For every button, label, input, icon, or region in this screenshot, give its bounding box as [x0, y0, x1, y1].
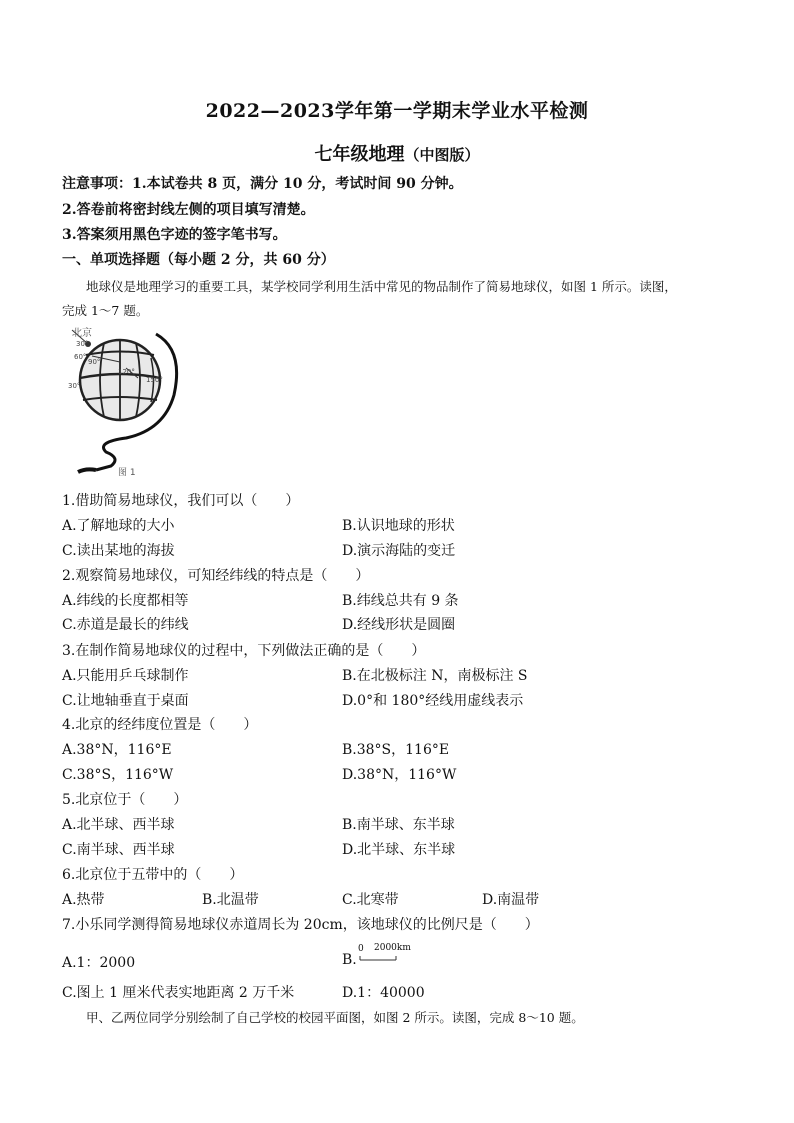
exam-subtitle	[0, 140, 794, 166]
question-4-option-a[interactable]: A.38°N，116°E	[62, 742, 172, 758]
question-3-option-d[interactable]: D.0°和 180°经线用虚线表示	[342, 693, 524, 709]
question-4-option-d[interactable]: D.38°N，116°W	[342, 767, 457, 783]
figure-1-caption: 图 1	[118, 468, 136, 478]
question-7-stem: 7.小乐同学测得简易地球仪赤道周长为 20cm，该地球仪的比例尺是（ ）	[62, 917, 539, 933]
intro-line-1: 地球仪是地理学习的重要工具，某学校同学利用生活中常见的物品制作了简易地球仪，如图 1 所示。读图，	[86, 279, 677, 294]
figure-label-lon-90: 90°	[88, 358, 101, 366]
notes-line-2: 2.答卷前将密封线左侧的项目填写清楚。	[62, 202, 315, 218]
question-2-option-a[interactable]: A.纬线的长度都相等	[62, 593, 189, 609]
figure-label-lon-120: 120°	[118, 368, 135, 376]
question-3-stem: 3.在制作简易地球仪的过程中，下列做法正确的是（ ）	[62, 643, 426, 659]
question-3-option-c[interactable]: C.让地轴垂直于桌面	[62, 693, 189, 709]
question-6-option-c[interactable]: C.北寒带	[342, 892, 399, 908]
question-6-option-b[interactable]: B.北温带	[202, 892, 259, 908]
question-2-option-c[interactable]: C.赤道是最长的纬线	[62, 617, 189, 633]
scale-bar-label: 2000km	[374, 943, 411, 953]
question-1-option-b[interactable]: B.认识地球的形状	[342, 518, 455, 534]
question-5-option-d[interactable]: D.北半球、东半球	[342, 842, 456, 858]
question-7-option-b[interactable]: B.	[342, 952, 357, 968]
subject-name: 七年级地理	[314, 144, 405, 165]
question-1-option-d[interactable]: D.演示海陆的变迁	[342, 543, 456, 559]
question-5-option-b[interactable]: B.南半球、东半球	[342, 817, 455, 833]
question-1-option-a[interactable]: A.了解地球的大小	[62, 518, 175, 534]
question-1-stem: 1.借助简易地球仪，我们可以（ ）	[62, 493, 300, 509]
figure-1-globe	[66, 320, 191, 478]
question-4-option-b[interactable]: B.38°S，116°E	[342, 742, 450, 758]
section-heading: 一、单项选择题（每小题 2 分，共 60 分）	[62, 252, 335, 268]
question-4-option-c[interactable]: C.38°S，116°W	[62, 767, 174, 783]
figure-label-lat-30n: 30°	[76, 340, 89, 348]
question-5-option-c[interactable]: C.南半球、西半球	[62, 842, 175, 858]
question-7-option-a[interactable]: A.1：2000	[62, 955, 136, 971]
scale-bar-zero: 0	[358, 944, 364, 954]
figure-label-lat-30s: 30°	[68, 382, 81, 390]
question-4-stem: 4.北京的经纬度位置是（ ）	[62, 717, 258, 733]
figure-label-lon-150: 150°	[146, 376, 163, 384]
question-7-option-d[interactable]: D.1：40000	[342, 985, 425, 1001]
question-6-stem: 6.北京位于五带中的（ ）	[62, 867, 244, 883]
scale-bar-figure	[354, 943, 424, 963]
question-1-option-c[interactable]: C.读出某地的海拔	[62, 543, 175, 559]
exam-title: 2022—2023学年第一学期末学业水平检测	[205, 100, 589, 122]
question-2-option-b[interactable]: B.纬线总共有 9 条	[342, 593, 459, 609]
edition-label: （中图版）	[404, 146, 480, 164]
question-3-option-a[interactable]: A.只能用乒乓球制作	[62, 668, 189, 684]
figure-label-city: 北京	[72, 328, 92, 339]
question-5-option-a[interactable]: A.北半球、西半球	[62, 817, 175, 833]
notes-line-1: 注意事项：1.本试卷共 8 页，满分 10 分，考试时间 90 分钟。	[62, 176, 463, 192]
question-6-option-d[interactable]: D.南温带	[482, 892, 540, 908]
question-3-option-b[interactable]: B.在北极标注 N，南极标注 S	[342, 668, 528, 684]
intro-line-2: 完成 1～7 题。	[62, 303, 149, 318]
question-5-stem: 5.北京位于（ ）	[62, 792, 188, 808]
notes-line-3: 3.答案须用黑色字迹的签字笔书写。	[62, 227, 287, 243]
question-7-option-c[interactable]: C.图上 1 厘米代表实地距离 2 万千米	[62, 985, 295, 1001]
question-6-option-a[interactable]: A.热带	[62, 892, 105, 908]
question-2-stem: 2.观察简易地球仪，可知经纬线的特点是（ ）	[62, 568, 370, 584]
figure-label-lat-60: 60°	[74, 353, 87, 361]
intro-2: 甲、乙两位同学分别绘制了自己学校的校园平面图，如图 2 所示。读图，完成 8～10 题。	[86, 1010, 584, 1025]
question-2-option-d[interactable]: D.经线形状是圆圈	[342, 617, 456, 633]
